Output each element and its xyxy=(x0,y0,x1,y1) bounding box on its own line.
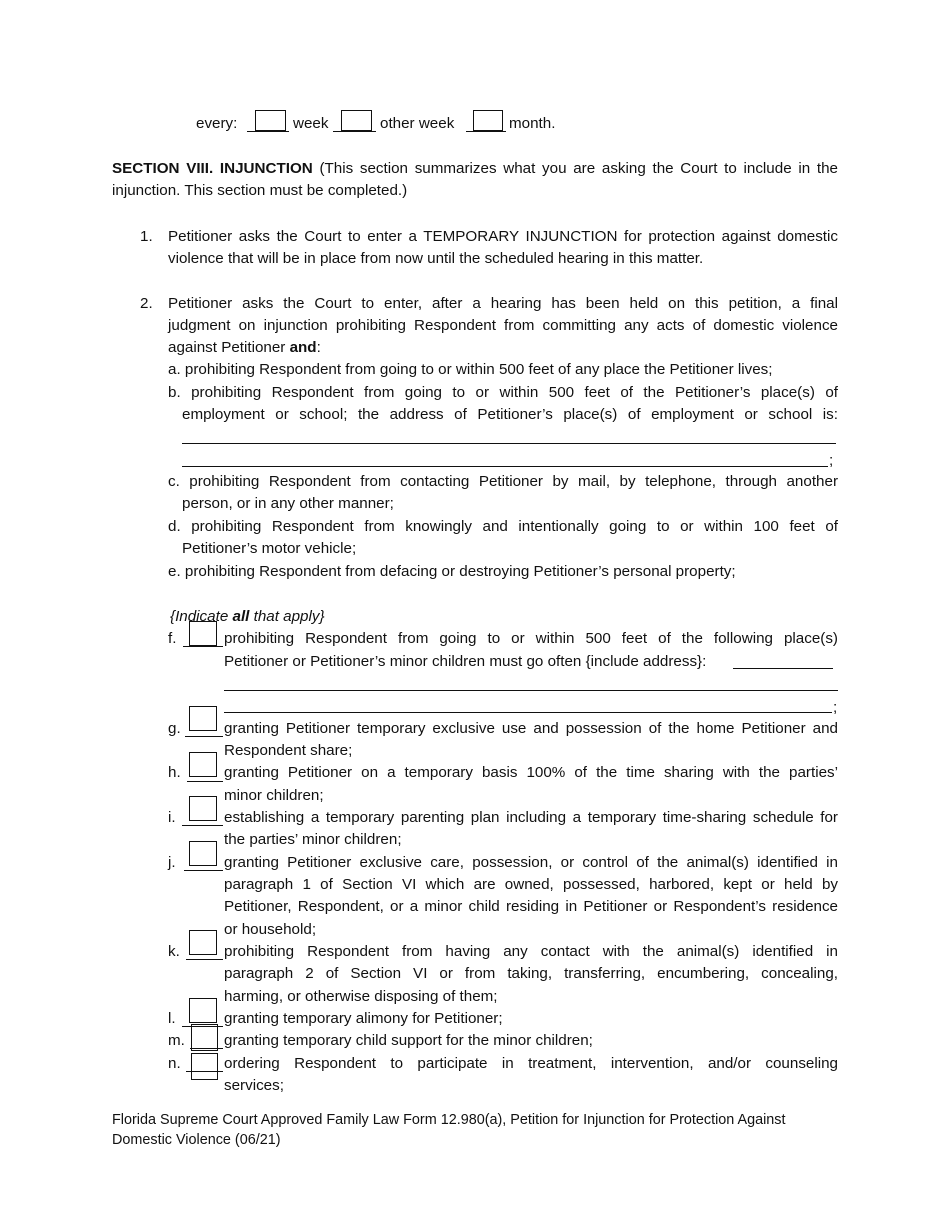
option-i-line1: establishing a temporary parenting plan including a temporary time-sharing schedule for xyxy=(224,809,838,826)
section-heading xyxy=(112,158,838,181)
option-k-line2: paragraph 2 of Section VI or from taking, transferring, encumbering, concealing, xyxy=(224,965,838,982)
address-line-1[interactable] xyxy=(182,443,836,444)
item1-line2: violence that will be in place from now until the scheduled hearing in this matter. xyxy=(168,250,704,267)
option-h-checkbox[interactable] xyxy=(189,752,217,777)
item2-line2: judgment on injunction prohibiting Respondent from committing any acts of domestic violence xyxy=(168,317,838,334)
month-label: month. xyxy=(509,115,556,132)
item2-number: 2. xyxy=(140,295,153,312)
item1-number: 1. xyxy=(140,228,153,245)
option-k-line1: prohibiting Respondent from having any contact with the animal(s) identified in xyxy=(224,943,838,960)
sub-item-a: a. prohibiting Respondent from going to or within 500 feet of any place the Petitioner lives; xyxy=(168,361,773,378)
option-g-line1: granting Petitioner temporary exclusive use and possession of the home Petitioner and xyxy=(224,720,838,737)
option-j-line3: Petitioner, Respondent, or a minor child residing in Petitioner or Respondent’s residence xyxy=(224,898,838,915)
option-h-underline xyxy=(187,781,223,782)
option-i-underline xyxy=(182,825,223,826)
option-m-label: m. xyxy=(168,1032,185,1049)
option-f-address-line-0[interactable] xyxy=(733,668,833,669)
sub-item-e: e. prohibiting Respondent from defacing or destroying Petitioner’s personal property; xyxy=(168,563,736,580)
sub-item-d-line1: d. prohibiting Respondent from knowingly and intentionally going to or within 100 feet of xyxy=(168,518,838,535)
option-l-checkbox[interactable] xyxy=(189,998,217,1023)
option-f-label: f. xyxy=(168,630,177,647)
option-h-line1: granting Petitioner on a temporary basis 100% of the time sharing with the parties’ xyxy=(224,764,838,781)
option-i-line2: the parties’ minor children; xyxy=(224,831,402,848)
footer-line1: Florida Supreme Court Approved Family Law Form 12.980(a), Petition for Injunction for Protection Against xyxy=(112,1112,786,1128)
option-f-underline xyxy=(183,646,223,647)
option-f-semicolon: ; xyxy=(833,699,838,716)
indicate-pre: {Indicate xyxy=(170,608,233,625)
indicate-all: all xyxy=(232,608,250,625)
every-label: every: xyxy=(196,115,238,132)
option-f-line2: Petitioner or Petitioner’s minor children must go often {include address}: xyxy=(224,653,707,670)
week-label: week xyxy=(293,115,329,132)
option-n-line2: services; xyxy=(224,1077,284,1094)
week-checkbox[interactable] xyxy=(255,110,286,131)
sub-item-c-line1: c. prohibiting Respondent from contacting Petitioner by mail, by telephone, through another xyxy=(168,473,838,490)
indicate-post: that apply} xyxy=(249,608,325,625)
address-line-2[interactable] xyxy=(182,466,828,467)
option-m-line1: granting temporary child support for the minor children; xyxy=(224,1032,593,1049)
item2-line3-text: against Petitioner xyxy=(168,339,290,356)
option-f-address-line-2[interactable] xyxy=(224,712,832,713)
option-f-checkbox[interactable] xyxy=(189,621,217,646)
week-underline xyxy=(247,131,289,132)
option-h-line2: minor children; xyxy=(224,787,324,804)
option-n-line1: ordering Respondent to participate in treatment, intervention, and/or counseling xyxy=(224,1055,838,1072)
item2-line1: Petitioner asks the Court to enter, after a hearing has been held on this petition, a final xyxy=(168,295,838,312)
sub-item-b-line2: employment or school; the address of Petitioner’s place(s) of employment or school is: xyxy=(182,406,838,423)
option-g-line2: Respondent share; xyxy=(224,742,353,759)
option-h-label: h. xyxy=(168,764,181,781)
sub-item-d-line2: Petitioner’s motor vehicle; xyxy=(182,540,357,557)
option-j-checkbox[interactable] xyxy=(189,841,217,866)
option-g-checkbox[interactable] xyxy=(189,706,217,731)
option-j-line4: or household; xyxy=(224,921,317,938)
option-j-line2: paragraph 1 of Section VI which are owned, possessed, harbored, kept or held by xyxy=(224,876,838,893)
item1-line1: Petitioner asks the Court to enter a TEMPORARY INJUNCTION for protection against domestic xyxy=(168,228,838,245)
section-title: SECTION VIII. INJUNCTION xyxy=(112,160,313,177)
sub-item-c-line2: person, or in any other manner; xyxy=(182,495,394,512)
other-week-underline xyxy=(333,131,376,132)
footer-line2: Domestic Violence (06/21) xyxy=(112,1132,281,1148)
sub-item-b-line1: b. prohibiting Respondent from going to or within 500 feet of the Petitioner’s place(s) of xyxy=(168,384,838,401)
month-underline xyxy=(466,131,506,132)
option-i-checkbox[interactable] xyxy=(189,796,217,821)
item2-line3 xyxy=(168,337,321,360)
option-n-checkbox[interactable] xyxy=(191,1053,218,1080)
section-intro-1: (This section summarizes what you are asking the Court to include in the xyxy=(319,160,838,177)
option-j-line1: granting Petitioner exclusive care, possession, or control of the animal(s) identified in xyxy=(224,854,838,871)
option-l-label: l. xyxy=(168,1010,176,1027)
other-week-label: other week xyxy=(380,115,455,132)
other-week-checkbox[interactable] xyxy=(341,110,372,131)
section-intro-2: injunction. This section must be completed.) xyxy=(112,182,408,199)
month-checkbox[interactable] xyxy=(473,110,503,131)
option-f-line1: prohibiting Respondent from going to or within 500 feet of the following place(s) xyxy=(224,630,838,647)
option-k-checkbox[interactable] xyxy=(189,930,217,955)
item2-colon: : xyxy=(316,339,321,356)
option-j-underline xyxy=(184,870,223,871)
address-semicolon: ; xyxy=(829,452,834,469)
option-n-label: n. xyxy=(168,1055,181,1072)
option-g-label: g. xyxy=(168,720,181,737)
item2-and: and xyxy=(289,339,317,356)
option-k-line3: harming, or otherwise disposing of them; xyxy=(224,988,498,1005)
option-i-label: i. xyxy=(168,809,176,826)
option-m-checkbox[interactable] xyxy=(191,1024,218,1051)
option-g-underline xyxy=(185,736,223,737)
option-k-label: k. xyxy=(168,943,180,960)
option-k-underline xyxy=(186,959,223,960)
option-l-line1: granting temporary alimony for Petitioner; xyxy=(224,1010,503,1027)
option-j-label: j. xyxy=(168,854,176,871)
option-f-address-line-1[interactable] xyxy=(224,690,838,691)
